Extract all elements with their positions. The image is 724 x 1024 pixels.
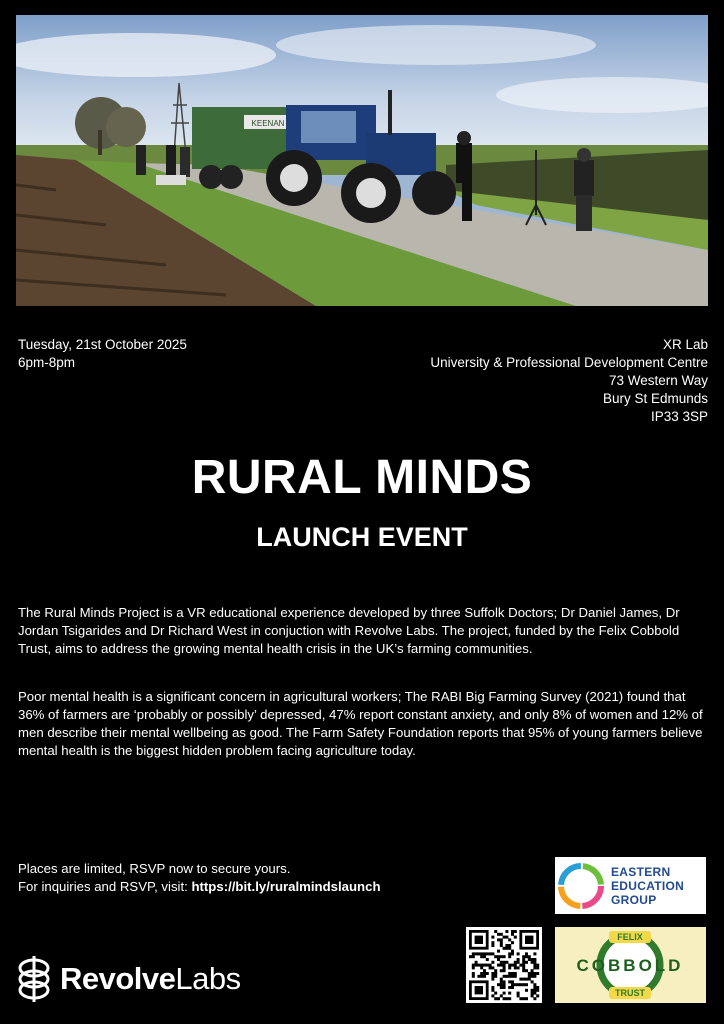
- rsvp-prefix: For inquiries and RSVP, visit:: [18, 879, 192, 894]
- revolve-word: Revolve: [60, 961, 176, 996]
- qr-code-icon: [466, 927, 542, 1003]
- event-datetime: [18, 336, 187, 372]
- venue-line: University & Professional Development Centre: [430, 355, 708, 370]
- venue-line: 73 Western Way: [608, 373, 708, 388]
- felix-cobbold-trust-logo: [555, 927, 706, 1003]
- venue-line: Bury St Edmunds: [602, 391, 708, 406]
- page-title: RURAL MINDS: [191, 451, 533, 504]
- eeg-wordmark: [611, 865, 684, 907]
- eeg-line: GROUP: [611, 892, 657, 907]
- eastern-education-group-logo: [555, 857, 706, 914]
- hero-photo: [16, 15, 708, 306]
- revolve-logo-icon: [16, 954, 52, 1004]
- eeg-line: EDUCATION: [611, 878, 685, 893]
- rsvp-contact: [18, 878, 381, 896]
- revolve-wordmark: [60, 961, 241, 997]
- rsvp-link[interactable]: https://bit.ly/ruralmindslaunch: [191, 879, 381, 894]
- eeg-line: EASTERN: [611, 864, 671, 879]
- revolve-labs-logo: [16, 954, 241, 1004]
- cobbold-main-text: COBBOLD: [576, 956, 684, 975]
- event-time: 6pm-8pm: [18, 355, 76, 370]
- venue-line: IP33 3SP: [650, 409, 708, 424]
- venue-line: XR Lab: [662, 337, 708, 352]
- cobbold-top-text: FELIX: [617, 932, 643, 942]
- stats-paragraph: Poor mental health is a significant concern in agricultural workers; The RABI Big Farming Survey (2021) found that 36% of farmers are ‘probably or possibly’ depressed, 47% report constant anxiety, and only 8% of women and 12% of men describe their mental wellbeing as good. The Farm Safety Foundation reports that 95% of young farmers believe mental health is the biggest hidden problem facing agriculture today.: [18, 689, 703, 758]
- event-date: Tuesday, 21st October 2025: [18, 337, 187, 352]
- eeg-swirl-icon: [555, 860, 607, 912]
- labs-word: Labs: [175, 961, 241, 996]
- page-subtitle: LAUNCH EVENT: [256, 522, 468, 552]
- intro-paragraph: The Rural Minds Project is a VR educational experience developed by three Suffolk Doctors; Dr Daniel James, Dr Jordan Tsigarides and Dr Richard West in conjuction with Revolve Labs. The project, funded by the Felix Cobbold Trust, aims to address the growing mental health crisis in the UK’s farming communities.: [18, 605, 680, 656]
- venue-address: [430, 336, 708, 426]
- trailer-brand-text: KEENAN: [251, 119, 285, 128]
- rsvp-line: Places are limited, RSVP now to secure yours.: [18, 861, 291, 876]
- cobbold-bottom-text: TRUST: [615, 988, 645, 998]
- rsvp-block: [18, 860, 381, 896]
